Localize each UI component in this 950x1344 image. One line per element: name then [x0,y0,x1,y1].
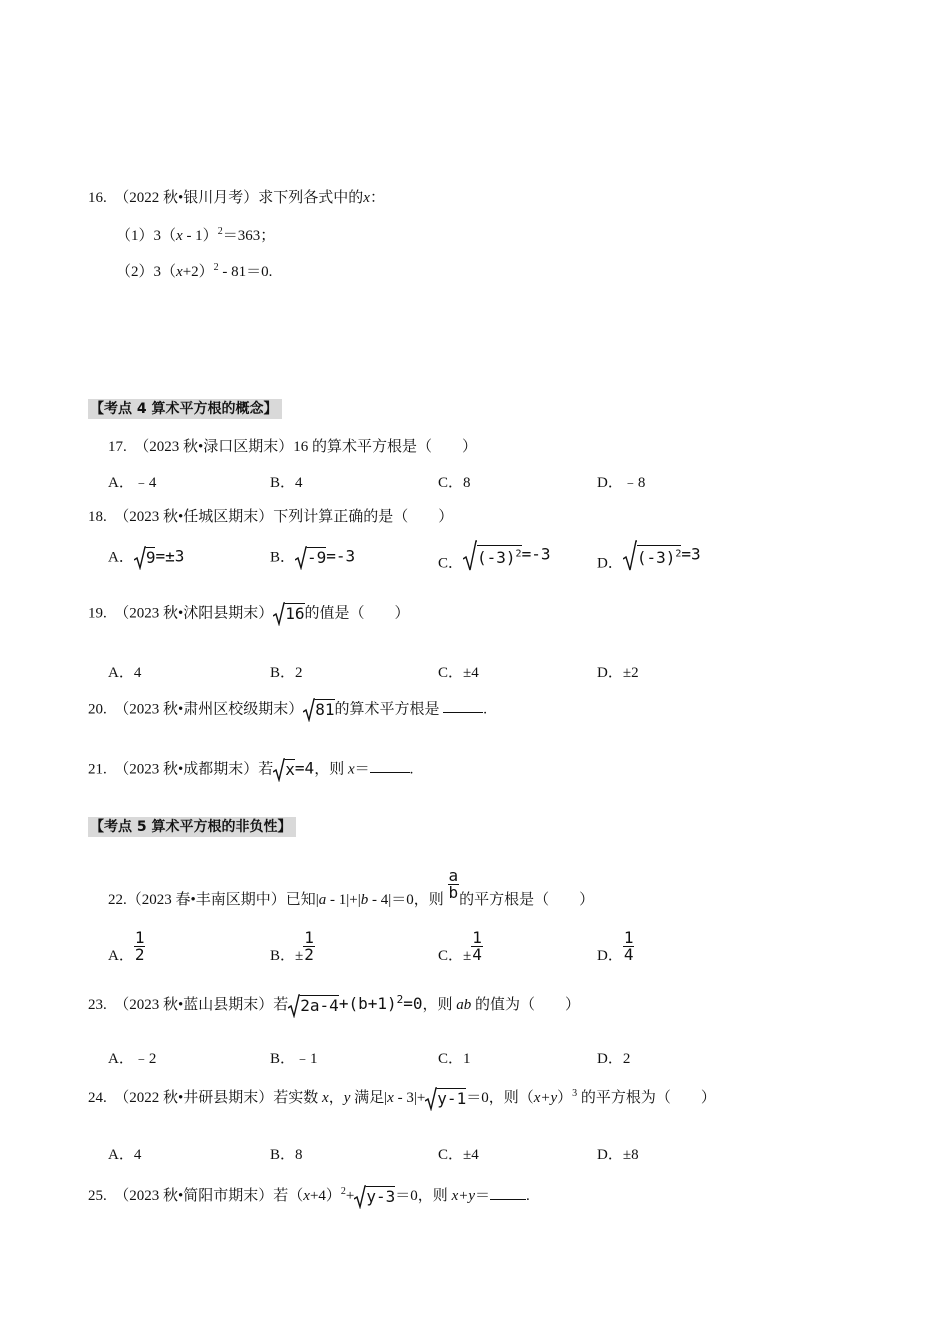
q22-option-c[interactable]: C．± $\frac{1}{4}$ [438,928,482,965]
question-number: 19. [88,605,107,622]
q18-option-c[interactable]: C． $(-3)^2=-3$ [438,540,550,573]
q22-option-d[interactable]: D． $\frac{1}{4}$ [597,928,634,965]
answer-blank[interactable] [370,758,410,773]
question-number: 21. [88,761,107,778]
q18-option-a[interactable]: A． 9=±3 [108,546,184,570]
question-source: （2023 秋•蓝山县期末） [114,997,274,1013]
q19-stem: 19. （2023 秋•沭阳县期末） 16的值是（ ） [88,602,410,626]
radical-icon [295,546,307,570]
question-number: 24. [88,1090,107,1106]
answer-blank[interactable] [490,1185,526,1200]
fraction: $\frac{1}{2}$ [304,928,314,965]
radical-icon [463,540,477,572]
question-number: 23. [88,997,107,1013]
q22-option-a[interactable]: A． $\frac{1}{2}$ [108,928,145,965]
q17-option-b[interactable]: B．4 [270,475,303,491]
question-number: 20. [88,701,107,718]
q23-option-c[interactable]: C．1 [438,1051,471,1067]
radical-icon [288,994,300,1018]
q24-option-b[interactable]: B．8 [270,1147,303,1163]
q23-option-b[interactable]: B．﹣1 [270,1051,318,1067]
q16-part2: $(2)3(x+2)^2 - 81=0$. [116,262,273,280]
radical-icon [273,758,285,782]
section-heading-5: 【考点 5 算术平方根的非负性】 [88,817,296,837]
q17-option-c[interactable]: C．8 [438,475,471,491]
q17-stem: 17. （2023 秋•渌口区期末）16 的算术平方根是（ ） [108,439,478,455]
q24-option-c[interactable]: C．±4 [438,1147,479,1163]
q18-option-d[interactable]: D． $(-3)^2=3$ [597,540,701,573]
radical-icon [134,546,146,570]
question-number: 18. [88,509,107,525]
q23-stem: 23. （2023 秋•蓝山县期末）若 $2a-4+(b+1)^2=0$，则 ab 的值为（ ） [88,990,580,1018]
question-source: （2023 秋•任城区期末） [114,509,274,525]
q17-option-a[interactable]: A．﹣4 [108,475,157,491]
q19-option-c[interactable]: C．±4 [438,665,479,681]
radical-icon [273,602,285,626]
fraction-a-over-b: $\frac{a}{b}$ [448,866,459,902]
q22-option-b[interactable]: B．± $\frac{1}{2}$ [270,928,314,965]
section-heading-4: 【考点 4 算术平方根的概念】 [88,399,282,419]
radical-icon [303,698,315,722]
q23-option-d[interactable]: D．2 [597,1051,631,1067]
q16-stem: 16. （2022 秋•银川月考）求下列各式中的x： [88,190,385,206]
fraction: $\frac{1}{4}$ [623,928,634,965]
answer-blank[interactable] [443,698,483,713]
radical-icon [623,540,637,572]
radical-icon [425,1087,437,1111]
q25-stem: 25. （2023 秋•简阳市期末）若$(x+4)^2+$ y-3＝0，则 x+y＝ . [88,1182,530,1209]
question-source: （2022 秋•银川月考） [114,190,259,206]
fraction: $\frac{1}{4}$ [472,928,482,965]
fraction: $\frac{1}{2}$ [134,928,145,965]
q23-option-a[interactable]: A．﹣2 [108,1051,157,1067]
question-number: 22. [108,892,127,908]
question-number: 17. [108,439,127,455]
question-number: 25. [88,1188,107,1204]
question-source: （2023 秋•沭阳县期末） [114,605,274,622]
q19-option-b[interactable]: B．2 [270,665,303,681]
radical-icon [354,1185,366,1209]
q18-option-b[interactable]: B． -9=-3 [270,546,355,570]
question-source: （2023 秋•渌口区期末） [134,439,294,455]
q19-option-d[interactable]: D．±2 [597,665,639,681]
q20-stem: 20. （2023 秋•肃州区校级期末） 81的算术平方根是 . [88,698,487,722]
question-number: 16. [88,190,107,206]
q17-option-d[interactable]: D．﹣8 [597,475,646,491]
question-source: （2023 秋•简阳市期末） [114,1188,274,1204]
q24-option-d[interactable]: D．±8 [597,1147,639,1163]
q18-stem: 18. （2023 秋•任城区期末）下列计算正确的是（ ） [88,509,454,525]
q19-option-a[interactable]: A．4 [108,665,142,681]
question-source: （2023 秋•肃州区校级期末） [114,701,304,718]
q22-stem: 22.（2023 春•丰南区期中）已知|a - 1|+|b - 4|＝0，则 $\frac{a}{b}$ 的平方根是（ ） [108,866,595,908]
question-source: （2023 春•丰南区期中） [126,892,286,908]
q24-stem: 24. （2022 秋•井研县期末）若实数 x，y 满足|x - 3|+ y-1＝0，则$(x+y)^3$ 的平方根为（ ） [88,1084,716,1111]
q16-part1: （1）3（x - 1）$^2$＝363； [116,226,276,244]
question-source: （2023 秋•成都期末） [114,761,259,778]
q24-option-a[interactable]: A．4 [108,1147,142,1163]
q21-stem: 21. （2023 秋•成都期末）若 x=4，则 x＝ . [88,758,413,782]
question-source: （2022 秋•井研县期末） [114,1090,274,1106]
